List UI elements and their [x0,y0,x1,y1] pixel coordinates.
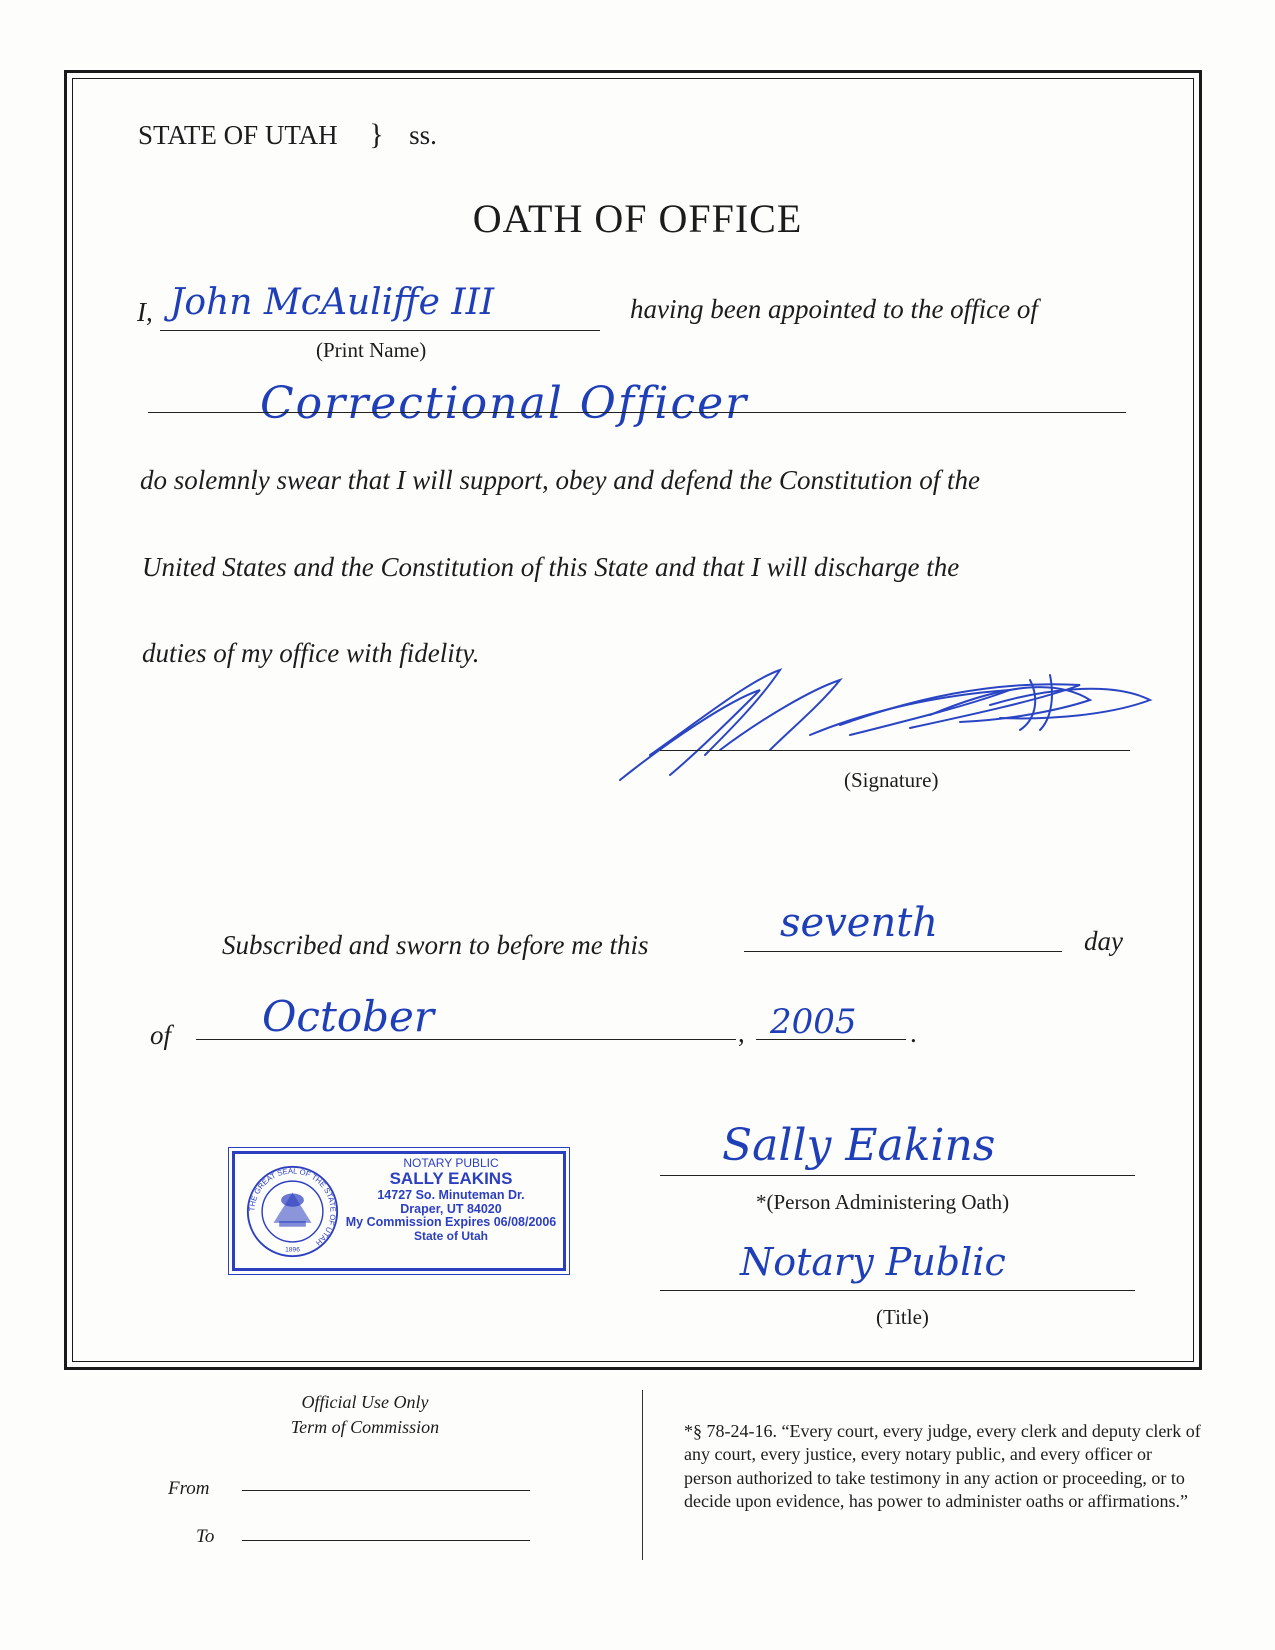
stamp-line-5: My Commission Expires 06/08/2006 [345,1215,557,1230]
stamp-line-6: State of Utah [413,1229,488,1244]
notary-stamp [232,1151,566,1271]
official-use-label: Official Use Only [301,1392,429,1412]
oath-prefix: I, [137,297,153,327]
venue-brace: } [369,118,384,151]
handwritten-year: 2005 [770,1002,857,1042]
from-line [242,1490,530,1491]
administrator-caption: *(Person Administering Oath) [756,1190,1010,1214]
subscribed-text: Subscribed and sworn to before me this [222,930,649,960]
month-line [196,1039,736,1040]
office-line [148,412,1126,413]
title-line [660,1290,1135,1291]
stamp-line-2: SALLY EAKINS [389,1169,513,1189]
handwritten-title: Notary Public [740,1240,1006,1284]
to-line [242,1540,530,1541]
administrator-line [660,1175,1135,1176]
signature-line [660,750,1130,751]
stamp-line-1: NOTARY PUBLIC [403,1156,499,1170]
from-label: From [168,1478,210,1499]
day-line [744,951,1062,952]
day-label: day [1084,926,1123,956]
name-line [160,330,600,331]
of-label: of [150,1020,172,1050]
stamp-line-3: 14727 So. Minuteman Dr. [377,1187,525,1202]
to-label: To [196,1526,215,1547]
statute-text: *§ 78-24-16. “Every court, every judge, every clerk and deputy clerk of any court, every justice, every notary public, and every officer or person authorized to take testimony in any action or proceeding, or to decide upon evidence, has power to administer oaths or affirmations.” [684,1421,1201,1512]
title-caption: (Title) [876,1305,929,1329]
state-label: STATE OF UTAH [138,120,338,150]
oath-paragraph-line-3: duties of my office with fidelity. [142,638,480,668]
state-seal-icon [245,1164,340,1259]
print-name-caption: (Print Name) [316,338,427,362]
administrator-signature: Sally Eakins [722,1120,996,1171]
venue-line [138,118,437,152]
document-title: OATH OF OFFICE [472,196,803,241]
seal-year: 1896 [285,1246,300,1254]
stamp-line-4: Draper, UT 84020 [400,1201,502,1216]
ss-label: ss. [409,120,437,150]
appointed-text: having been appointed to the office of [630,294,1038,324]
handwritten-office: Correctional Officer [260,378,749,429]
handwritten-name: John McAuliffe III [170,282,495,323]
seal-text: THE GREAT SEAL OF THE STATE OF UTAH [247,1166,338,1248]
period: . [910,1018,917,1048]
bottom-divider [642,1390,643,1560]
year-line [756,1039,906,1040]
handwritten-day: seventh [780,900,939,946]
oath-paragraph-line-1: do solemnly swear that I will support, obey and defend the Constitution of the [140,465,980,495]
oath-paragraph-line-2: United States and the Constitution of this State and that I will discharge the [142,552,960,582]
comma: , [738,1018,745,1048]
term-of-commission-label: Term of Commission [290,1417,440,1437]
signature-caption: (Signature) [844,768,939,792]
handwritten-month: October [262,992,434,1041]
